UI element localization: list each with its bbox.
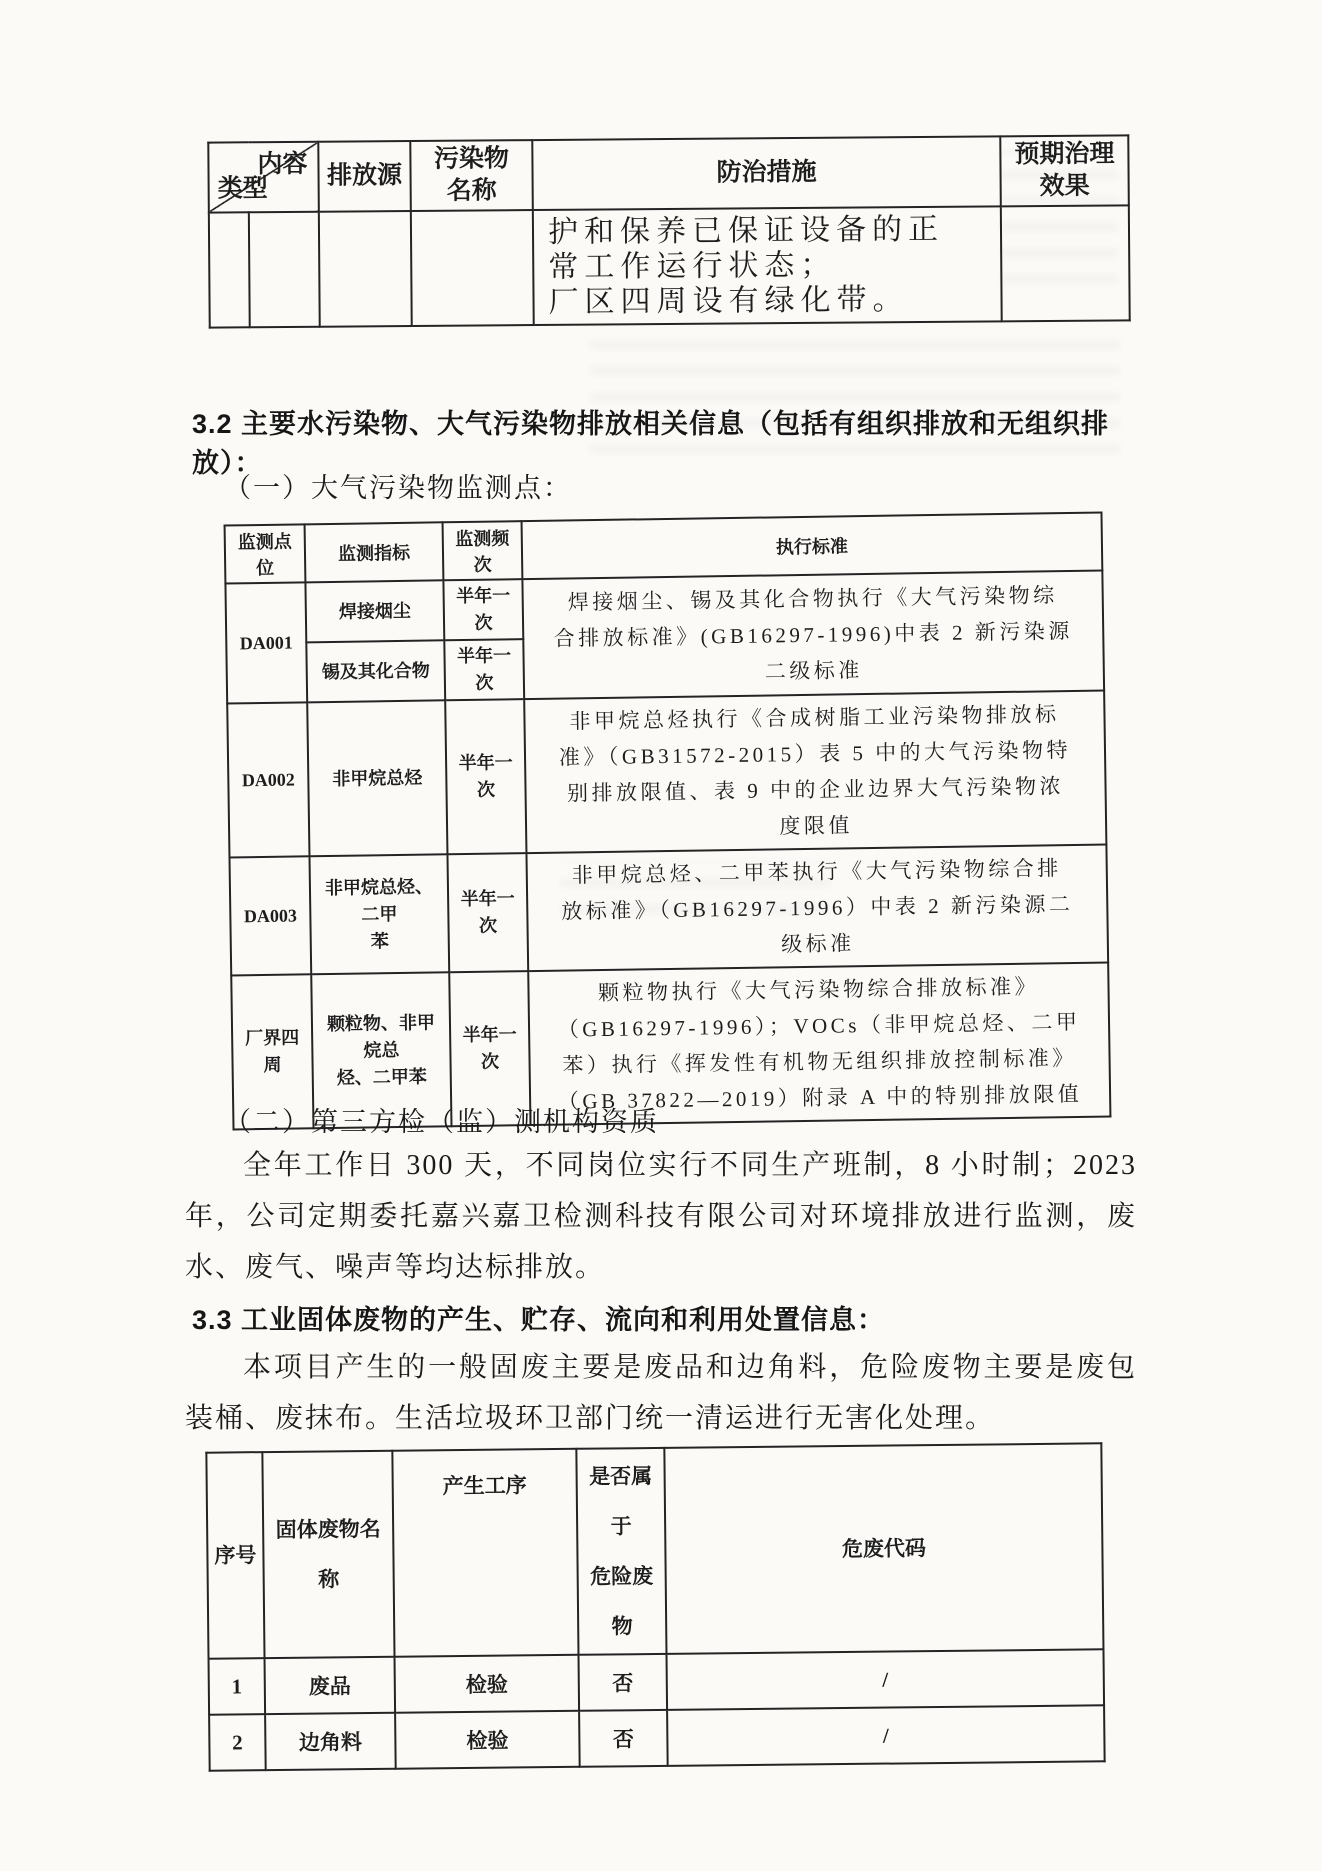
cell-frequency: 半年一次 <box>447 853 528 972</box>
cell-point-boundary: 厂界四周 <box>231 974 313 1129</box>
cell-type-sub <box>209 212 250 327</box>
cell-frequency: 半年一次 <box>449 971 530 1126</box>
subsection-1-heading: （一）大气污染物监测点： <box>224 473 572 503</box>
cell-standard-boundary: 颗粒物执行《大气污染物综合排放标准》 （GB16297-1996）；VOCs（非甲烷总烃、二甲 苯）执行《挥发性有机物无组织排放控制标准》 （GB 37822—2019）附录 A 中的特别排放限值 <box>528 962 1110 1125</box>
table-row <box>227 691 1106 858</box>
cell-waste-name: 边角料 <box>265 1713 396 1770</box>
cell-frequency: 半年一次 <box>444 639 524 700</box>
cell-type <box>249 212 320 328</box>
cell-indicator-nmhc: 非甲烷总烃 <box>307 700 447 856</box>
header-monitor-frequency: 监测频次 <box>443 521 523 580</box>
header-hazardous-code: 危废代码 <box>664 1443 1103 1654</box>
diagonal-header-cell <box>208 142 319 213</box>
table-row <box>208 135 1129 212</box>
cell-serial-no: 2 <box>209 1714 266 1771</box>
cell-frequency: 半年一次 <box>445 699 526 854</box>
cell-standard-da001: 焊接烟尘、锡及其化合物执行《大气污染物综 合排放标准》(GB16297-1996)中表 2 新污染源 二级标准 <box>522 571 1104 700</box>
cell-emission-source <box>319 211 412 327</box>
table-row <box>225 571 1103 644</box>
cell-frequency: 半年一次 <box>443 579 523 640</box>
table-row <box>229 844 1108 975</box>
table-row <box>206 1443 1103 1658</box>
solid-waste-table <box>205 1442 1105 1771</box>
cell-standard-da002: 非甲烷总烃执行《合成树脂工业污染物排放标 准》（GB31572-2015）表 5 中的大气污染物特 别排放限值、表 9 中的企业边界大气污染物浓 度限值 <box>524 691 1106 854</box>
header-waste-name: 固体废物名称 <box>262 1451 394 1658</box>
table-row <box>209 205 1130 327</box>
cell-serial-no: 1 <box>209 1658 266 1715</box>
cell-indicator-nmhc-xylene: 非甲烷总烃、二甲 苯 <box>309 854 449 974</box>
paragraph-solid-waste: 本项目产生的一般固废主要是废品和边角料，危险废物主要是废包装桶、废抹布。生活垃圾环卫部门统一清运进行无害化处理。 <box>185 1352 1137 1434</box>
monitoring-points-table <box>224 512 1112 1131</box>
header-expected-effect: 预期治理 效果 <box>1000 135 1129 206</box>
header-monitor-point: 监测点位 <box>225 524 306 583</box>
cell-point-da003: DA003 <box>229 856 311 975</box>
header-is-hazardous: 是否属于 危险废物 <box>576 1448 666 1655</box>
header-emission-source: 排放源 <box>318 141 411 212</box>
paragraph-monitoring-agency: 全年工作日 300 天，不同岗位实行不同生产班制，8 小时制；2023 年，公司定期委托嘉兴嘉卫检测科技有限公司对环境排放进行监测，废水、废气、噪声等均达标排放。 <box>185 1150 1137 1283</box>
table-row <box>209 1705 1105 1770</box>
subsection-2-heading: （二）第三方检（监）测机构资质 <box>224 1107 659 1137</box>
diag-label-content: 内容 <box>257 150 308 179</box>
cell-waste-name: 废品 <box>265 1657 396 1714</box>
cell-point-da002: DA002 <box>227 702 309 857</box>
header-producing-process: 产生工序 <box>392 1449 578 1657</box>
cell-indicator-tin-compounds: 锡及其化合物 <box>306 640 445 702</box>
header-serial-no: 序号 <box>206 1452 264 1659</box>
diag-label-type: 类型 <box>217 175 268 203</box>
cell-hazardous-code: / <box>666 1649 1104 1710</box>
header-pollutant-name: 污染物 名称 <box>410 140 533 211</box>
cell-is-hazardous: 否 <box>578 1654 667 1711</box>
cell-indicator-welding-fume: 焊接烟尘 <box>305 580 444 642</box>
table-row <box>209 1649 1105 1714</box>
section-3-2-heading: 3.2 主要水污染物、大气污染物排放相关信息（包括有组织排放和无组织排放）： <box>192 409 1110 478</box>
cell-indicator-boundary: 颗粒物、非甲烷总 烃、二甲苯 <box>311 972 451 1128</box>
section-3-3-heading: 3.3 工业固体废物的产生、贮存、流向和利用处置信息： <box>192 1305 886 1335</box>
pollution-control-table <box>207 134 1130 328</box>
header-standard: 执行标准 <box>522 513 1103 580</box>
cell-point-da001: DA001 <box>225 582 307 703</box>
cell-control-measures: 护和保养已保证设备的正 常工作运行状态； 厂区四周设有绿化带。 <box>533 206 1002 325</box>
cell-hazardous-code: / <box>667 1705 1105 1766</box>
cell-producing-process: 检验 <box>395 1711 580 1769</box>
cell-pollutant-name <box>411 210 534 326</box>
cell-is-hazardous: 否 <box>579 1710 668 1767</box>
cell-expected-effect <box>1001 205 1130 321</box>
header-monitor-indicator: 监测指标 <box>305 522 444 582</box>
header-control-measures: 防治措施 <box>532 136 1001 210</box>
cell-standard-da003: 非甲烷总烃、二甲苯执行《大气污染物综合排 放标准》（GB16297-1996）中表 2 新污染源二 级标准 <box>526 844 1108 971</box>
cell-producing-process: 检验 <box>395 1655 580 1713</box>
